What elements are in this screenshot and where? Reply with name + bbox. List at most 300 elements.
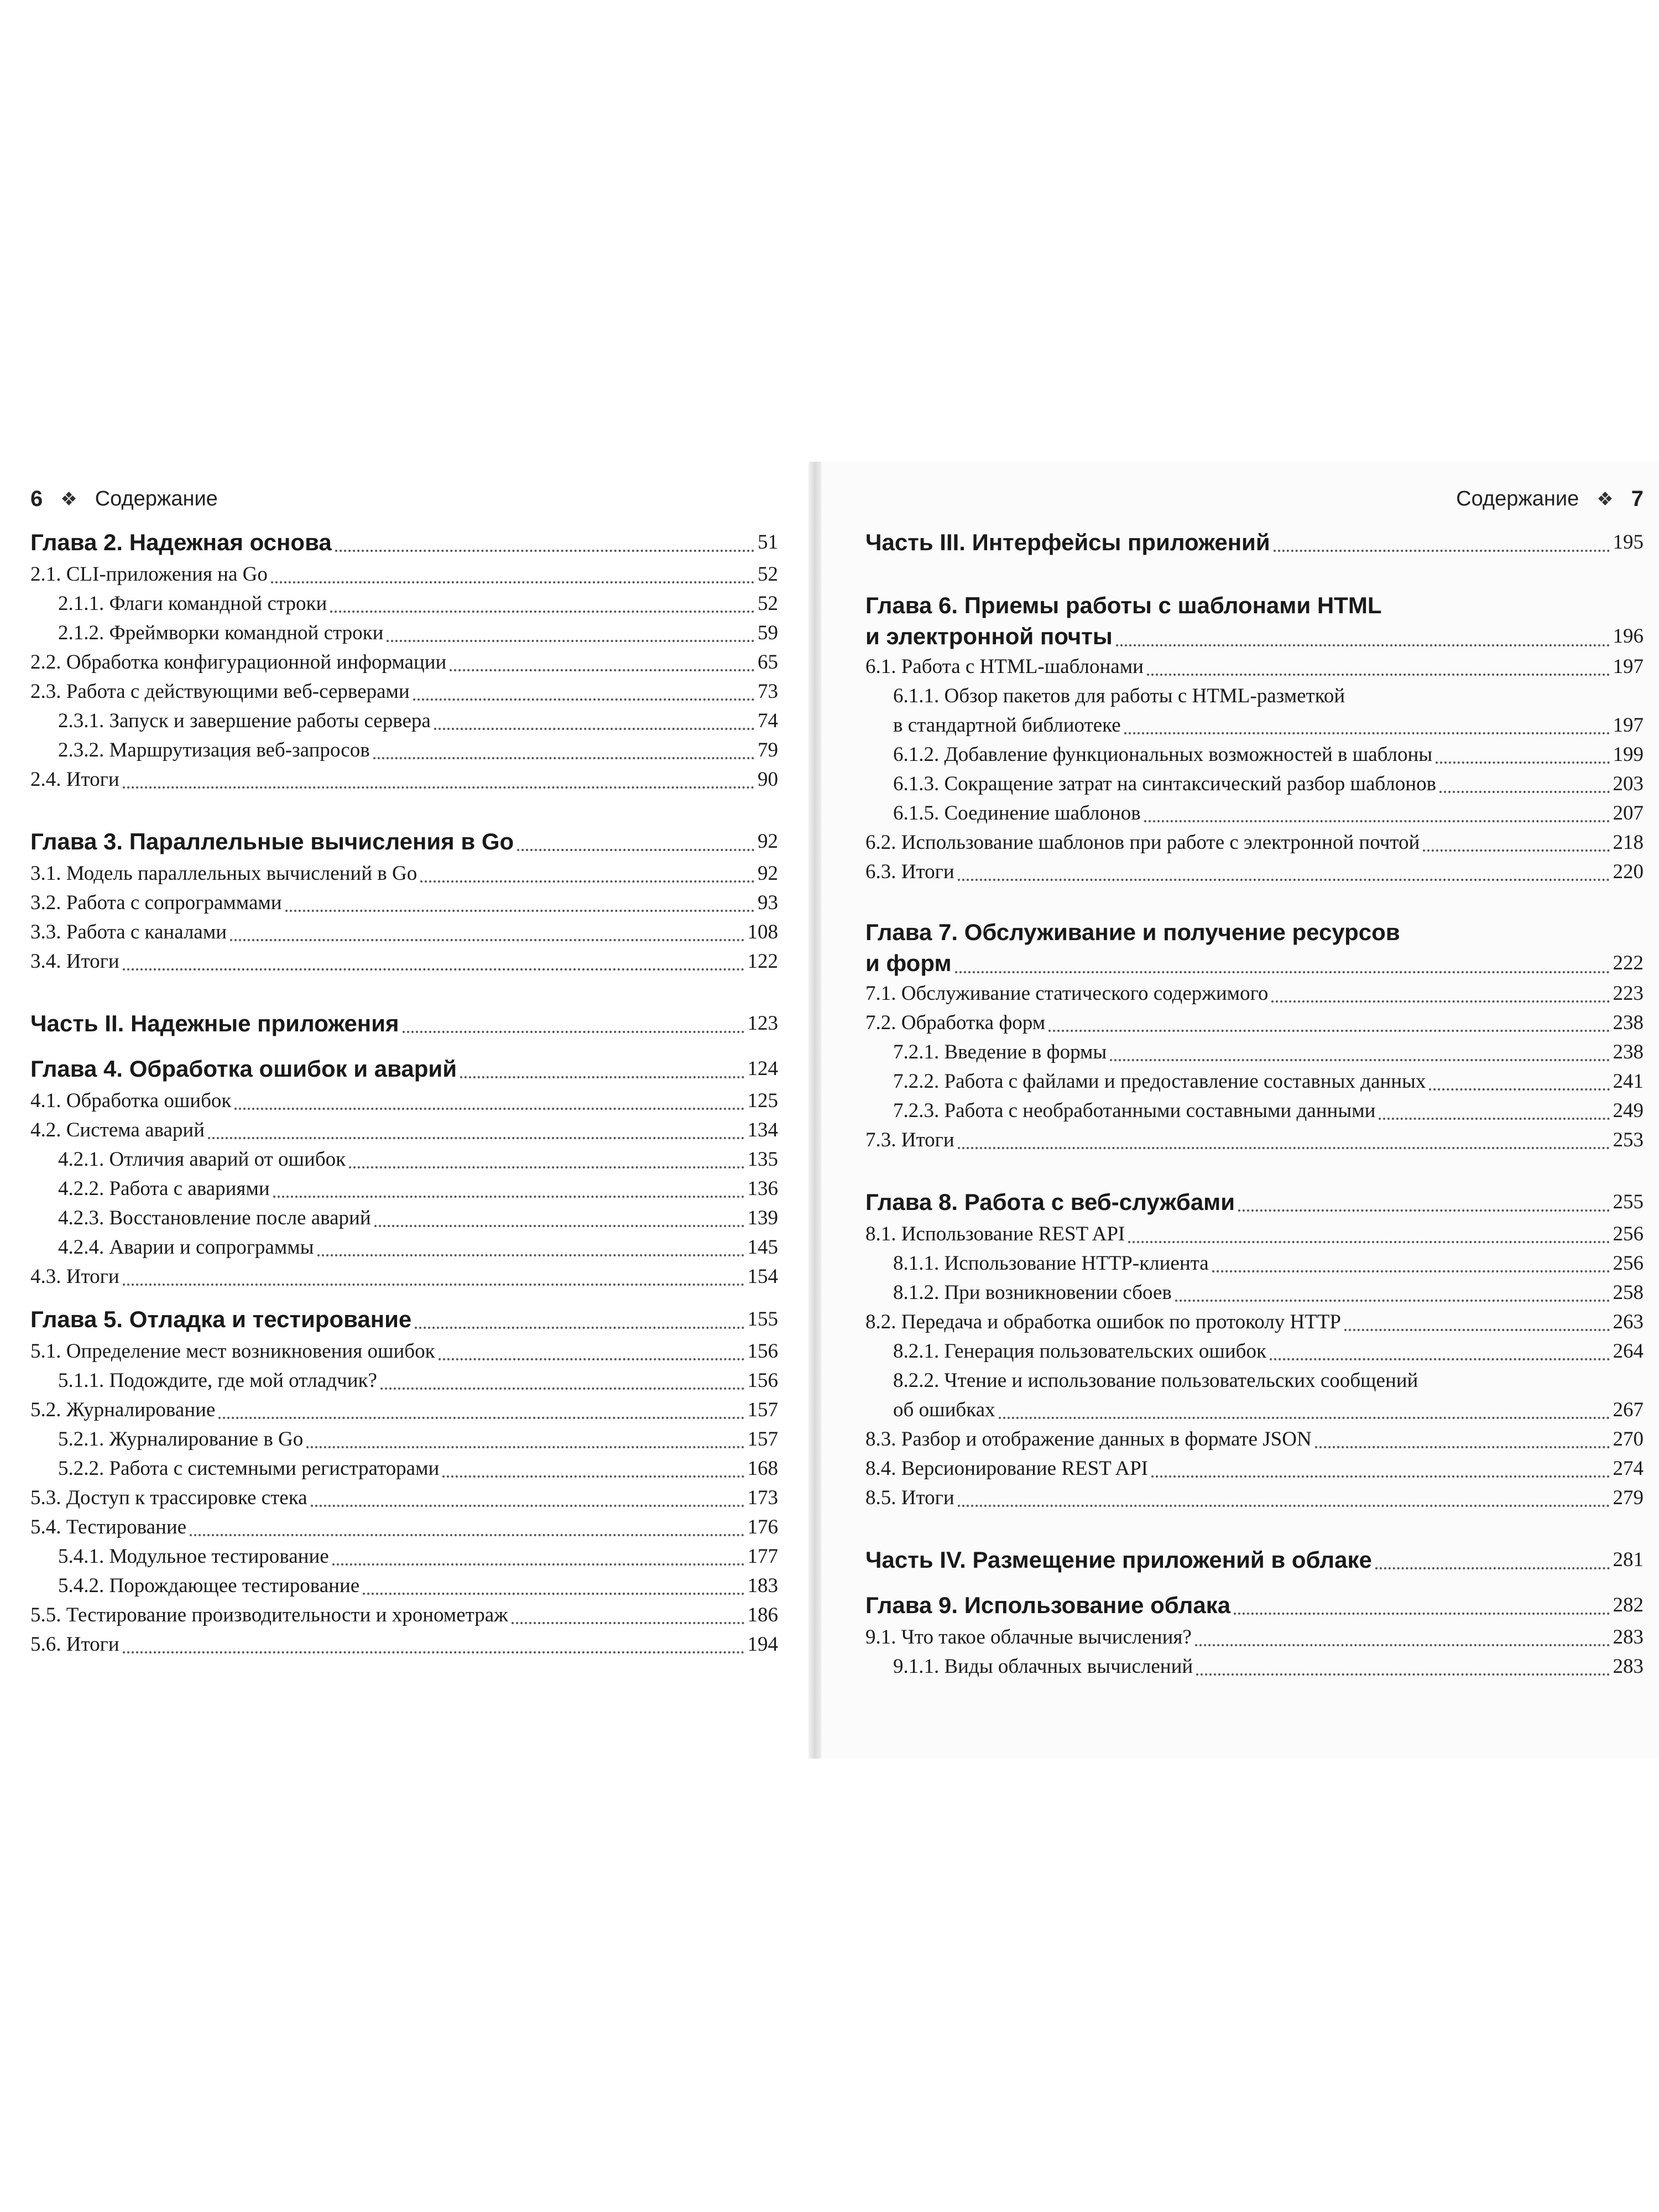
entry-title: 5.6. Итоги (30, 1633, 119, 1656)
dot-leader (1379, 1118, 1609, 1120)
toc-list (865, 525, 1644, 1681)
entry-page-number: 124 (747, 1057, 778, 1080)
entry-title: 4.1. Обработка ошибок (30, 1089, 232, 1112)
toc-subsection (30, 618, 778, 648)
toc-row-line (865, 1008, 1644, 1037)
entry-title: 3.1. Модель параллельных вычислений в Go (30, 862, 418, 885)
toc-row-line (865, 1543, 1644, 1577)
toc-section (30, 1512, 778, 1542)
dot-leader (1212, 1270, 1610, 1272)
toc-section (30, 560, 778, 589)
entry-title: 4.2.1. Отличия аварий от ошибок (58, 1148, 346, 1171)
entry-title: 8.1. Использование REST API (865, 1223, 1125, 1245)
dot-leader (218, 1417, 744, 1419)
entry-title: 5.4.1. Модульное тестирование (58, 1545, 329, 1568)
entry-page-number: 267 (1613, 1399, 1644, 1421)
toc-row-line (30, 825, 778, 859)
entry-page-number: 238 (1613, 1041, 1644, 1063)
running-title: Содержание (95, 487, 218, 510)
toc-row-line (30, 1630, 778, 1659)
entry-title-line1: 8.2.2. Чтение и использование пользовательских сообщений (893, 1369, 1418, 1392)
entry-title: 3.2. Работа с сопрограммами (30, 891, 282, 914)
dot-leader (1116, 644, 1610, 646)
toc-row-line (58, 589, 778, 618)
toc-row-line (865, 857, 1644, 886)
toc-row-line (893, 1096, 1644, 1125)
entry-title: и форм (865, 950, 952, 976)
dot-leader (1423, 849, 1609, 852)
chapter-title-line1: Глава 7. Обслуживание и получение ресурсов (865, 919, 1400, 945)
entry-title: Часть III. Интерфейсы приложений (865, 529, 1270, 555)
entry-title: 6.3. Итоги (865, 860, 954, 883)
entry-page-number: 196 (1613, 625, 1644, 648)
entry-title: Глава 8. Работа с веб-службами (865, 1189, 1235, 1215)
entry-title: 5.4.2. Порождающее тестирование (58, 1574, 360, 1597)
toc-row-line (58, 1203, 778, 1233)
entry-page-number: 220 (1613, 860, 1644, 883)
entry-page-number: 223 (1613, 982, 1644, 1005)
entry-title: 4.3. Итоги (30, 1265, 119, 1288)
entry-page-number: 123 (747, 1012, 778, 1035)
toc-section (30, 1086, 778, 1115)
entry-page-number: 218 (1613, 831, 1644, 854)
entry-page-number: 283 (1613, 1626, 1644, 1648)
dot-leader (374, 1225, 744, 1227)
dot-leader (190, 1534, 744, 1536)
toc-subsection (30, 1174, 778, 1203)
toc-row-line (893, 1652, 1644, 1681)
toc-subsection (865, 1652, 1644, 1681)
toc-subsection (865, 740, 1644, 769)
book-gutter (808, 462, 821, 1759)
dot-leader (311, 1505, 744, 1507)
entry-page-number: 65 (758, 651, 778, 674)
toc-subsection (30, 1454, 778, 1483)
toc-row-line (865, 979, 1644, 1008)
entry-page-number: 168 (747, 1457, 778, 1480)
toc-subsection (865, 1366, 1644, 1425)
toc-row-line (865, 621, 1644, 652)
toc-row-line (30, 1337, 778, 1366)
entry-title: Глава 3. Параллельные вычисления в Go (30, 828, 514, 854)
entry-page-number: 139 (747, 1207, 778, 1229)
dot-leader (1048, 1030, 1609, 1032)
toc-row-line (58, 1233, 778, 1262)
entry-title: 2.1.1. Флаги командной строки (58, 592, 327, 615)
entry-page-number: 183 (747, 1574, 778, 1597)
dot-leader (460, 1076, 744, 1078)
entry-page-number: 134 (747, 1119, 778, 1141)
dot-leader (1128, 1241, 1609, 1243)
toc-row-line (865, 1185, 1644, 1219)
entry-title: 6.1.3. Сокращение затрат на синтаксический разбор шаблонов (893, 773, 1437, 795)
dot-leader (285, 910, 754, 912)
dot-leader (123, 1651, 744, 1653)
entry-page-number: 203 (1613, 773, 1644, 795)
entry-page-number: 194 (747, 1633, 778, 1656)
entry-title: 5.1.1. Подождите, где мой отладчик? (58, 1369, 377, 1392)
entry-page-number: 241 (1613, 1070, 1644, 1093)
toc-row-line (30, 560, 778, 589)
toc-row-line (30, 917, 778, 947)
entry-page-number: 155 (747, 1308, 778, 1331)
toc-section (30, 917, 778, 947)
entry-page-number: 74 (758, 709, 778, 732)
toc-subsection (30, 1145, 778, 1174)
dot-leader (999, 1417, 1610, 1419)
toc-row-line (30, 1600, 778, 1630)
entry-title: 2.1.2. Фреймворки командной строки (58, 622, 384, 644)
dot-leader (1429, 1088, 1609, 1091)
entry-page-number: 281 (1613, 1548, 1644, 1571)
dot-leader (363, 1593, 744, 1595)
dot-leader (1144, 820, 1610, 822)
dot-leader (1151, 1475, 1610, 1478)
dot-leader (123, 968, 744, 971)
toc-list (30, 525, 778, 1659)
toc-row-line (893, 1037, 1644, 1067)
toc-section (865, 1307, 1644, 1337)
chapter-heading (30, 1302, 778, 1337)
toc-row-line (30, 947, 778, 976)
dot-leader (1110, 1059, 1609, 1061)
entry-title: 9.1. Что такое облачные вычисления? (865, 1626, 1192, 1648)
dot-leader (332, 1563, 744, 1566)
toc-row-line (30, 1006, 778, 1041)
toc-subsection (865, 1096, 1644, 1125)
toc-row-line (893, 1067, 1644, 1096)
entry-title: 5.2.2. Работа с системными регистраторами (58, 1457, 440, 1480)
entry-page-number: 283 (1613, 1655, 1644, 1678)
entry-title: 6.1. Работа с HTML-шаблонами (865, 655, 1144, 678)
entry-page-number: 177 (747, 1545, 778, 1568)
entry-page-number: 136 (747, 1177, 778, 1200)
toc-section (865, 1125, 1644, 1155)
dot-leader (1271, 1000, 1609, 1003)
chapter-heading (865, 1543, 1644, 1577)
entry-title: 2.1. CLI-приложения на Go (30, 563, 268, 586)
toc-row-line (58, 1542, 778, 1571)
toc-row-line (865, 828, 1644, 857)
toc-subsection (865, 1037, 1644, 1067)
toc-row-line (58, 1425, 778, 1454)
toc-row-line (30, 888, 778, 917)
dot-leader (1124, 732, 1610, 734)
dot-leader (958, 879, 1610, 881)
entry-title: 4.2. Система аварий (30, 1119, 205, 1141)
entry-title: 8.4. Версионирование REST API (865, 1457, 1148, 1480)
entry-page-number: 52 (758, 592, 778, 615)
toc-row-line (865, 525, 1644, 560)
entry-title: 2.3. Работа с действующими веб-серверами (30, 680, 410, 703)
entry-title: 5.4. Тестирование (30, 1516, 187, 1538)
entry-title: 7.2.2. Работа с файлами и предоставление составных данных (893, 1070, 1426, 1093)
entry-page-number: 195 (1613, 531, 1644, 554)
entry-page-number: 122 (747, 950, 778, 973)
dot-leader (1195, 1644, 1610, 1646)
entry-title: 3.4. Итоги (30, 950, 119, 973)
toc-subsection (30, 1425, 778, 1454)
toc-row-line (893, 799, 1644, 828)
dot-leader (380, 1387, 744, 1390)
toc-section (865, 857, 1644, 886)
dot-leader (1270, 1358, 1610, 1360)
entry-page-number: 176 (747, 1516, 778, 1538)
dot-leader (450, 669, 754, 671)
entry-title: 2.4. Итоги (30, 768, 119, 791)
entry-page-number: 59 (758, 622, 778, 644)
entry-title: 8.5. Итоги (865, 1486, 954, 1509)
entry-page-number: 73 (758, 680, 778, 703)
toc-row-line (865, 1219, 1644, 1249)
left-running-head (30, 462, 778, 525)
dot-leader (415, 1327, 744, 1329)
entry-page-number: 279 (1613, 1486, 1644, 1509)
dot-leader (1315, 1446, 1610, 1448)
entry-page-number: 249 (1613, 1099, 1644, 1122)
entry-title-line1: 6.1.1. Обзор пакетов для работы с HTML-разметкой (893, 685, 1345, 707)
entry-page-number: 92 (758, 862, 778, 885)
entry-title: 4.2.2. Работа с авариями (58, 1177, 270, 1200)
entry-title: 7.2.1. Введение в формы (893, 1041, 1107, 1063)
entry-page-number: 52 (758, 563, 778, 586)
entry-title: 7.2. Обработка форм (865, 1011, 1046, 1034)
dot-leader (230, 939, 744, 941)
toc-row-line (58, 1145, 778, 1174)
entry-page-number: 186 (747, 1604, 778, 1626)
entry-page-number: 238 (1613, 1011, 1644, 1034)
toc-row-line (865, 948, 1644, 979)
toc-section (30, 1115, 778, 1145)
entry-page-number: 157 (747, 1428, 778, 1451)
entry-page-number: 207 (1613, 802, 1644, 825)
entry-page-number: 255 (1613, 1191, 1644, 1213)
dot-leader (349, 1166, 744, 1168)
dot-leader (1274, 550, 1610, 552)
dot-leader (306, 1446, 744, 1448)
toc-row-line (58, 1174, 778, 1203)
entry-title: Глава 4. Обработка ошибок и аварий (30, 1056, 457, 1082)
toc-row-line (30, 1483, 778, 1512)
toc-section (865, 828, 1644, 857)
entry-page-number: 253 (1613, 1129, 1644, 1151)
toc-section (30, 1483, 778, 1512)
dot-leader (1175, 1300, 1610, 1302)
dot-leader (958, 1147, 1610, 1149)
page-number: 6 (30, 487, 43, 511)
dot-leader (1238, 1209, 1609, 1212)
dot-leader (317, 1254, 744, 1256)
dot-leader (1344, 1329, 1610, 1331)
toc-row-line (865, 1483, 1644, 1512)
toc-subsection (30, 706, 778, 735)
toc-row-line (30, 1115, 778, 1145)
entry-title: 8.3. Разбор и отображение данных в формате JSON (865, 1428, 1312, 1451)
dot-leader (123, 1284, 744, 1286)
entry-title: 6.1.2. Добавление функциональных возможностей в шаблоны (893, 743, 1433, 766)
entry-page-number: 108 (747, 921, 778, 943)
toc-row-line (893, 740, 1644, 769)
entry-title: 4.2.3. Восстановление после аварий (58, 1207, 371, 1229)
dot-leader (439, 1358, 744, 1360)
entry-page-number: 199 (1613, 743, 1644, 766)
toc-section (865, 1425, 1644, 1454)
entry-title: 8.1.1. Использование HTTP-клиента (893, 1252, 1209, 1275)
entry-title: Глава 5. Отладка и тестирование (30, 1306, 412, 1332)
entry-title: 8.2. Передача и обработка ошибок по протоколу HTTP (865, 1311, 1341, 1333)
toc-row-line (30, 859, 778, 888)
entry-title: 4.2.4. Аварии и сопрограммы (58, 1236, 314, 1259)
entry-page-number: 197 (1613, 714, 1644, 737)
entry-title: Глава 2. Надежная основа (30, 529, 332, 555)
toc-subsection (865, 1067, 1644, 1096)
toc-row-line (30, 648, 778, 677)
chapter-heading (30, 1052, 778, 1086)
entry-title: Часть IV. Размещение приложений в облаке (865, 1547, 1372, 1573)
toc-section (30, 1262, 778, 1291)
entry-title: 5.2.1. Журналирование в Go (58, 1428, 304, 1451)
toc-row-line (865, 1454, 1644, 1483)
toc-subsection (30, 1571, 778, 1600)
dot-leader (335, 550, 754, 552)
chapter-heading (30, 825, 778, 859)
dot-leader (387, 640, 754, 642)
dot-leader (517, 849, 754, 851)
entry-title: 7.3. Итоги (865, 1129, 954, 1151)
entry-title: 8.1.2. При возникновении сбоев (893, 1281, 1172, 1304)
entry-page-number: 270 (1613, 1428, 1644, 1451)
entry-title: 6.2. Использование шаблонов при работе с электронной почтой (865, 831, 1420, 854)
entry-title: об ошибках (893, 1399, 995, 1421)
entry-page-number: 145 (747, 1236, 778, 1259)
toc-subsection (865, 1278, 1644, 1307)
entry-title: в стандартной библиотеке (893, 714, 1121, 737)
toc-subsection (865, 681, 1644, 740)
toc-subsection (865, 769, 1644, 799)
entry-title: 5.2. Журналирование (30, 1399, 216, 1421)
entry-page-number: 256 (1613, 1252, 1644, 1275)
entry-page-number: 282 (1613, 1594, 1644, 1616)
dot-leader (434, 728, 754, 730)
dot-leader (271, 581, 754, 583)
toc-subsection (30, 1366, 778, 1395)
entry-page-number: 258 (1613, 1281, 1644, 1304)
toc-row-line (893, 769, 1644, 799)
toc-section (865, 1219, 1644, 1249)
toc-row-line (30, 677, 778, 706)
entry-title: 8.2.1. Генерация пользовательских ошибок (893, 1340, 1266, 1363)
toc-row-line (893, 1249, 1644, 1278)
chapter-heading (865, 525, 1644, 560)
chapter-heading (865, 917, 1644, 979)
chapter-heading (865, 1588, 1644, 1623)
toc-row-line (58, 618, 778, 648)
entry-page-number: 263 (1613, 1311, 1644, 1333)
dot-leader (1147, 674, 1610, 676)
ornament-icon: ❖ (1597, 488, 1614, 510)
chapter-heading (865, 590, 1644, 652)
dot-leader (1375, 1567, 1610, 1569)
dot-leader (234, 1108, 744, 1110)
toc-row-line (865, 652, 1644, 681)
dot-leader (1196, 1673, 1609, 1676)
page-number: 7 (1631, 487, 1644, 511)
toc-section (865, 1454, 1644, 1483)
toc-section (30, 1630, 778, 1659)
toc-subsection (30, 1542, 778, 1571)
left-page (0, 462, 808, 1759)
entry-page-number: 154 (747, 1265, 778, 1288)
right-running-head (865, 462, 1644, 525)
toc-subsection (30, 735, 778, 765)
dot-leader (208, 1137, 744, 1139)
entry-title: и электронной почты (865, 623, 1113, 649)
toc-subsection (30, 1233, 778, 1262)
entry-page-number: 90 (758, 768, 778, 791)
dot-leader (958, 1505, 1610, 1507)
toc-subsection (865, 1337, 1644, 1366)
toc-row-line (893, 1278, 1644, 1307)
entry-title: 2.2. Обработка конфигурационной информации (30, 651, 447, 674)
toc-section (865, 1008, 1644, 1037)
chapter-heading (865, 1185, 1644, 1219)
toc-section (30, 677, 778, 706)
toc-row-line (865, 1425, 1644, 1454)
toc-row-line (30, 1302, 778, 1337)
toc-row-line (865, 1588, 1644, 1623)
toc-section (30, 888, 778, 917)
entry-page-number: 264 (1613, 1340, 1644, 1363)
entry-title: 9.1.1. Виды облачных вычислений (893, 1655, 1193, 1678)
entry-page-number: 93 (758, 891, 778, 914)
entry-page-number: 92 (758, 830, 778, 853)
dot-leader (420, 880, 754, 883)
entry-page-number: 156 (747, 1340, 778, 1363)
toc-subsection (30, 1203, 778, 1233)
toc-row-line (30, 1086, 778, 1115)
entry-title: 5.5. Тестирование производительности и хронометраж (30, 1604, 508, 1626)
entry-title: 7.1. Обслуживание статического содержимого (865, 982, 1269, 1005)
toc-row-line (30, 1395, 778, 1425)
toc-row-line (30, 1262, 778, 1291)
running-title: Содержание (1456, 487, 1579, 510)
entry-page-number: 256 (1613, 1223, 1644, 1245)
dot-leader (1439, 791, 1609, 793)
dot-leader (1234, 1613, 1609, 1615)
toc-row-line (58, 1366, 778, 1395)
toc-section (30, 1337, 778, 1366)
dot-leader (955, 971, 1610, 973)
toc-section (865, 1483, 1644, 1512)
toc-section (30, 648, 778, 677)
entry-page-number: 173 (747, 1486, 778, 1509)
toc-row-line (30, 1512, 778, 1542)
toc-section (865, 979, 1644, 1008)
dot-leader (123, 786, 754, 789)
toc-row-line (865, 1623, 1644, 1652)
toc-row-line (893, 1337, 1644, 1366)
entry-title: 7.2.3. Работа с необработанными составными данными (893, 1099, 1376, 1122)
dot-leader (413, 698, 754, 701)
toc-section (30, 947, 778, 976)
entry-page-number: 157 (747, 1399, 778, 1421)
toc-row-line (30, 765, 778, 794)
entry-title: 5.3. Доступ к трассировке стека (30, 1486, 307, 1509)
toc-row-line (30, 525, 778, 560)
entry-page-number: 222 (1613, 952, 1644, 974)
toc-subsection (865, 799, 1644, 828)
entry-page-number: 274 (1613, 1457, 1644, 1480)
